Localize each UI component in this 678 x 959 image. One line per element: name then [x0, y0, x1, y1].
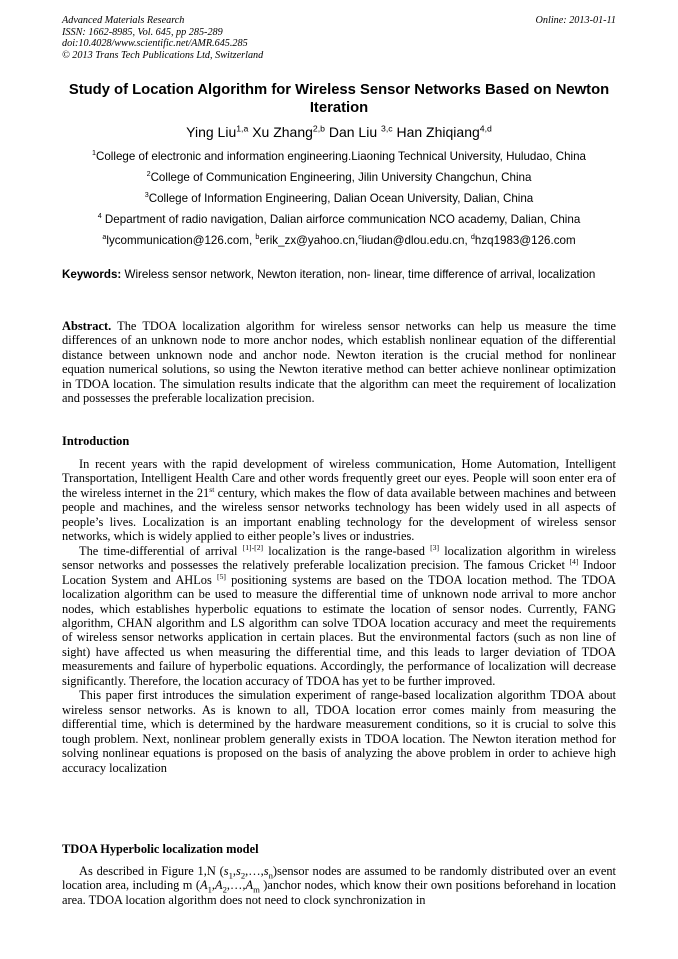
- author-name: Han Zhiqiang: [396, 124, 480, 140]
- section-heading-introduction: Introduction: [62, 434, 130, 448]
- subscript: 1: [228, 870, 233, 881]
- text-run: ,: [232, 864, 236, 878]
- superscript: st: [209, 484, 215, 494]
- math-symbol: A: [245, 878, 254, 893]
- author-sup: 4,d: [479, 123, 492, 134]
- subscript: 1: [207, 884, 212, 895]
- subscript: m: [253, 884, 260, 895]
- subscript: n: [268, 870, 273, 881]
- author-sup: 3,c: [381, 123, 393, 134]
- citation-ref[interactable]: [3]: [430, 542, 440, 552]
- affiliation-text: College of Communication Engineering, Jilin University Changchun, China: [150, 171, 532, 184]
- text-run: positioning systems are based on the TDOA location method. The TDOA localization algorithm can be used to measure the differential time of unknown node arrival to more anchor nodes, which establishes hyperbolic equations to estimate the location of sensor nodes. Currently, FANG algorithm, CHAN algorithm and LS algorithm can solve TDOA location accuracy and meet the requirements of wireless sensor networks application in certain places. But the environmental factors (such as non line of sight) have affected us when measuring the differential time, and this leads to larger deviation of TDOA measurements and failure of hyperbolic equations. Accordingly, the performance of localization will decrease significantly. Therefore, the location accuracy of TDOA has yet to be further improved.: [62, 572, 616, 688]
- math-symbol: A: [199, 878, 208, 893]
- abstract-label: Abstract.: [62, 319, 112, 333]
- author-name: Ying Liu: [186, 124, 237, 140]
- citation-ref[interactable]: [1]-[2]: [242, 542, 264, 552]
- math-symbol: A: [215, 878, 223, 893]
- author-sup: 2,b: [312, 123, 325, 134]
- affiliation: [30, 150, 648, 163]
- author-list: [62, 124, 616, 140]
- text-run: )anchor nodes, which know their own positions beforehand in location area. TDOA location algorithm does not need to clock synchronization in: [62, 878, 616, 907]
- text-run: The time-differential of arrival: [79, 543, 243, 558]
- author-name: Dan Liu: [328, 124, 378, 140]
- affiliation: [30, 192, 648, 205]
- keywords: [62, 268, 616, 282]
- email-line: [30, 234, 648, 247]
- text-run: As described in Figure 1,N (: [79, 864, 224, 878]
- affiliation-sup: 2: [146, 169, 151, 179]
- citation-ref[interactable]: [4]: [569, 557, 579, 567]
- citation-ref[interactable]: [5]: [217, 571, 226, 581]
- paragraph: This paper first introduces the simulation experiment of range-based localization algorithm TDOA about wireless sensor networks. As is known to all, TDOA location error comes mainly from measuring the differential time, which is determined by the hardware measurement conditions, so it is crucial to solve this tough problem. Next, nonlinear problem generally exists in TDOA location. The Newton iteration method for solving nonlinear equations is proposed on the basis of analyzing the above problem in order to achieve high accuracy localization: [62, 688, 616, 775]
- email-sup: c: [358, 232, 362, 242]
- keywords-text: Wireless sensor network, Newton iteration, non- linear, time difference of arrival, localization: [124, 268, 596, 281]
- paper-title: Study of Location Algorithm for Wireless Sensor Networks Based on Newton Iteration: [68, 82, 610, 116]
- text-run: ,…,: [245, 864, 264, 878]
- affiliation-sup: 4: [97, 211, 102, 221]
- journal-header: [62, 15, 616, 61]
- author-sup: 1,a: [236, 123, 249, 134]
- email-link[interactable]: lycommunication@126.com,: [106, 234, 256, 247]
- text-run: )sensor nodes are assumed to be randomly distributed over an event location area, including m (: [62, 864, 616, 893]
- text-run: century, which makes the flow of data available between machines and between people and machines, and the wireless sensor networks technology has been widely used in all aspects of people’s lives. Localization is an important enabling technology for the development of wireless sensor networks, which is widely applied to either people’s lives or industries.: [62, 485, 616, 544]
- online-date: Online: 2013-01-11: [535, 15, 616, 26]
- affiliation-text: College of Information Engineering, Dalian Ocean University, Dalian, China: [148, 192, 534, 205]
- math-symbol: s: [236, 864, 241, 878]
- tdoa-body: [62, 864, 616, 907]
- keywords-label: Keywords:: [62, 268, 122, 281]
- subscript: 2: [222, 884, 227, 895]
- doi-line: doi:10.4028/www.scientific.net/AMR.645.285: [62, 38, 248, 50]
- text-run: localization is the range-based: [263, 543, 431, 558]
- abstract: [62, 319, 616, 406]
- math-symbol: s: [263, 864, 269, 878]
- math-symbol: s: [223, 864, 229, 878]
- paragraph: [62, 544, 616, 689]
- email-link[interactable]: erik_zx@yahoo.cn,: [259, 234, 359, 247]
- affiliation-sup: 1: [91, 148, 96, 158]
- affiliation-text: Department of radio navigation, Dalian airforce communication NCO academy, Dalian, China: [101, 213, 581, 226]
- email-sup: a: [102, 232, 107, 242]
- email-link[interactable]: liudan@dlou.edu.cn,: [361, 234, 471, 247]
- affiliation: [30, 213, 648, 226]
- text-run: localization algorithm in wireless sensor networks and possesses the relatively preferable localization precision. The famous Cricket: [62, 543, 617, 573]
- email-sup: d: [470, 232, 475, 242]
- text-run: In recent years with the rapid development of wireless communication, Home Automation, Intelligent Transportation, Intelligent Health Care and other words frequently greet our eyes. People will soon enter era of the wireless internet in the 21: [62, 457, 616, 500]
- affiliation-text: College of electronic and information engineering.Liaoning Technical University, Huludao, China: [95, 150, 587, 163]
- copyright-line: © 2013 Trans Tech Publications Ltd, Switzerland: [62, 49, 264, 61]
- paragraph: [62, 457, 616, 544]
- email-sup: b: [255, 232, 260, 242]
- journal-name: Advanced Materials Research: [62, 15, 185, 26]
- introduction-body: [62, 457, 616, 775]
- paragraph: [62, 864, 616, 907]
- abstract-text: The TDOA localization algorithm for wireless sensor networks can help us measure the time differences of an unknown node to more anchor nodes, which establish nonlinear equation of the differential distance between unknown node and anchor node. Newton iteration is the crucial method for nonlinear equation numerical solutions, so using the Newton iterative method can better achieve nonlinear optimization in TDOA location. The simulation results indicate that the algorithm can meet the requirement of localization and possesses the preferable localization precision.: [62, 319, 616, 406]
- affiliation-sup: 3: [144, 190, 149, 200]
- text-run: Indoor Location System and AHLos: [62, 558, 617, 587]
- author-name: Xu Zhang: [252, 124, 313, 140]
- section-heading-tdoa: TDOA Hyperbolic localization model: [62, 842, 259, 856]
- email-link[interactable]: hzq1983@126.com: [474, 234, 576, 247]
- affiliation: [30, 171, 648, 184]
- subscript: 2: [240, 870, 246, 881]
- text-run: ,: [211, 878, 215, 893]
- text-run: ,…,: [226, 878, 246, 893]
- issn-line: ISSN: 1662-8985, Vol. 645, pp 285-289: [62, 26, 223, 38]
